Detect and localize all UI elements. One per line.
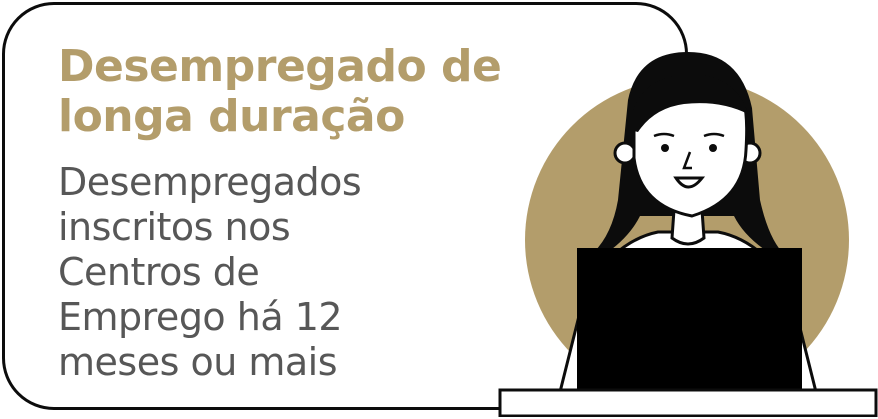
title-line-2: longa duração <box>58 91 405 142</box>
card-title <box>58 42 558 142</box>
right-eye <box>709 144 717 152</box>
card-description <box>58 160 478 385</box>
desk <box>500 390 876 416</box>
title-line-1: Desempregado de <box>58 41 502 92</box>
person-at-laptop-icon <box>498 40 878 417</box>
left-ear <box>615 143 635 163</box>
description-line-1: Desempregados <box>58 160 362 204</box>
laptop-screen <box>577 248 802 394</box>
description-line-3: Centros de <box>58 250 260 294</box>
description-line-4: Emprego há 12 <box>58 295 343 339</box>
left-eye <box>661 144 669 152</box>
description-line-2: inscritos nos <box>58 205 291 249</box>
description-line-5: meses ou mais <box>58 340 338 384</box>
